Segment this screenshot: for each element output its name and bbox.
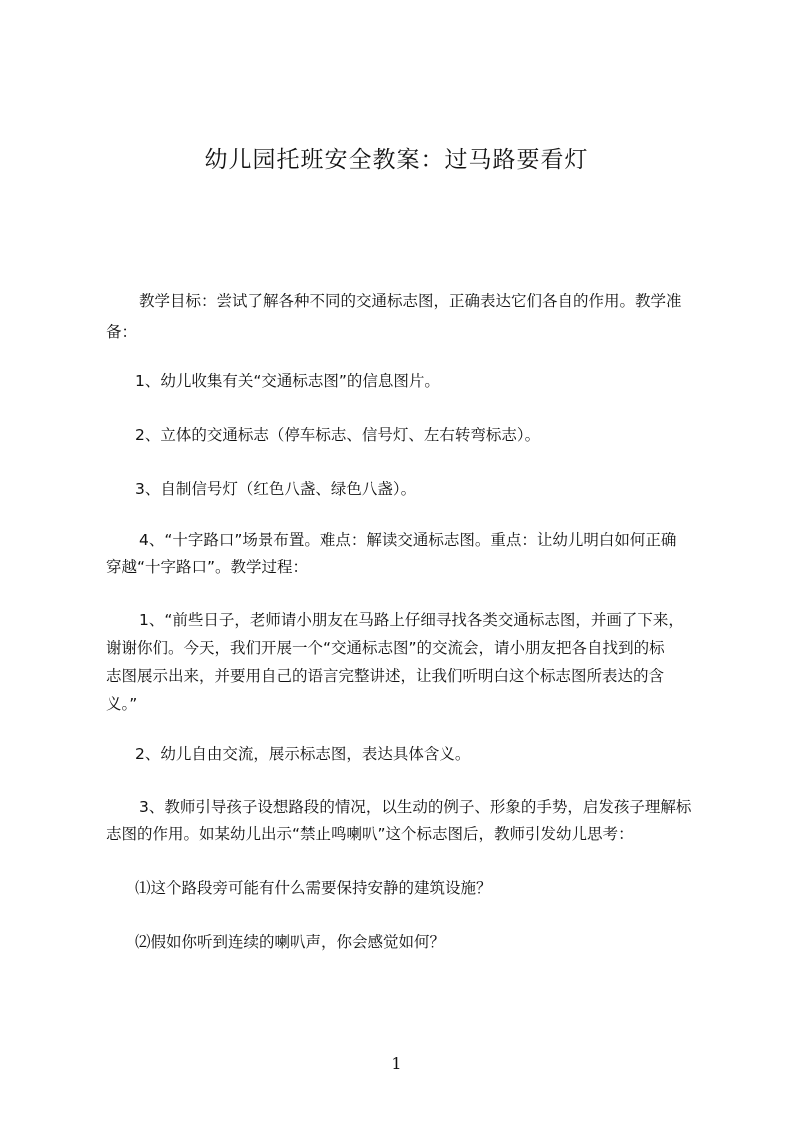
paragraph-prep-item-1 xyxy=(106,368,706,394)
paragraph-line: 教学目标：尝试了解各种不同的交通标志图，正确表达它们各自的作用。教学准 xyxy=(139,292,682,310)
paragraph-process-step-3 xyxy=(106,794,706,847)
paragraph-line: 3、教师引导孩子设想路段的情况，以生动的例子、形象的手势，启发孩子理解标 xyxy=(139,798,692,816)
paragraph-prep-item-2 xyxy=(106,422,706,448)
paragraph-line: 志图的作用。如某幼儿出示“禁止鸣喇叭”这个标志图后，教师引发幼儿思考： xyxy=(106,825,634,843)
paragraph-question-2 xyxy=(106,929,706,955)
paragraph-line: 备： xyxy=(106,323,138,341)
document-title: 幼儿园托班安全教案：过马路要看灯 xyxy=(204,147,589,173)
page-number: 1 xyxy=(391,1054,402,1073)
paragraph-line: 2、幼儿自由交流，展示标志图，表达具体含义。 xyxy=(135,745,471,763)
paragraph-line: 谢谢你们。今天，我们开展一个“交通标志图”的交流会，请小朋友把各自找到的标 xyxy=(106,639,665,657)
paragraph-line: 2、立体的交通标志（停车标志、信号灯、左右转弯标志）。 xyxy=(135,426,541,444)
paragraph-line: 穿越“十字路口”。教学过程： xyxy=(106,558,309,576)
paragraph-line: ⑵假如你听到连续的喇叭声，你会感觉如何？ xyxy=(135,933,446,951)
paragraph-line: 义。” xyxy=(106,695,138,713)
paragraph-line: 1、“前些日子，老师请小朋友在马路上仔细寻找各类交通标志图，并画了下来， xyxy=(139,611,684,629)
paragraph-question-1 xyxy=(106,875,706,901)
paragraph-prep-item-4 xyxy=(106,527,706,580)
paragraph-line: 4、“十字路口”场景布置。难点：解读交通标志图。重点：让幼儿明白如何正确 xyxy=(139,531,677,549)
paragraph-line: ⑴这个路段旁可能有什么需要保持安静的建筑设施？ xyxy=(135,879,492,897)
paragraph-process-step-1 xyxy=(106,607,706,717)
paragraph-process-step-2 xyxy=(106,741,706,767)
paragraph-teaching-goal xyxy=(106,288,706,345)
paragraph-line: 1、幼儿收集有关“交通标志图”的信息图片。 xyxy=(135,372,440,390)
paragraph-line: 志图展示出来，并要用自己的语言完整讲述，让我们听明白这个标志图所表达的含 xyxy=(106,667,665,685)
paragraph-prep-item-3 xyxy=(106,476,706,502)
paragraph-line: 3、自制信号灯（红色八盏、绿色八盏）。 xyxy=(135,480,417,498)
